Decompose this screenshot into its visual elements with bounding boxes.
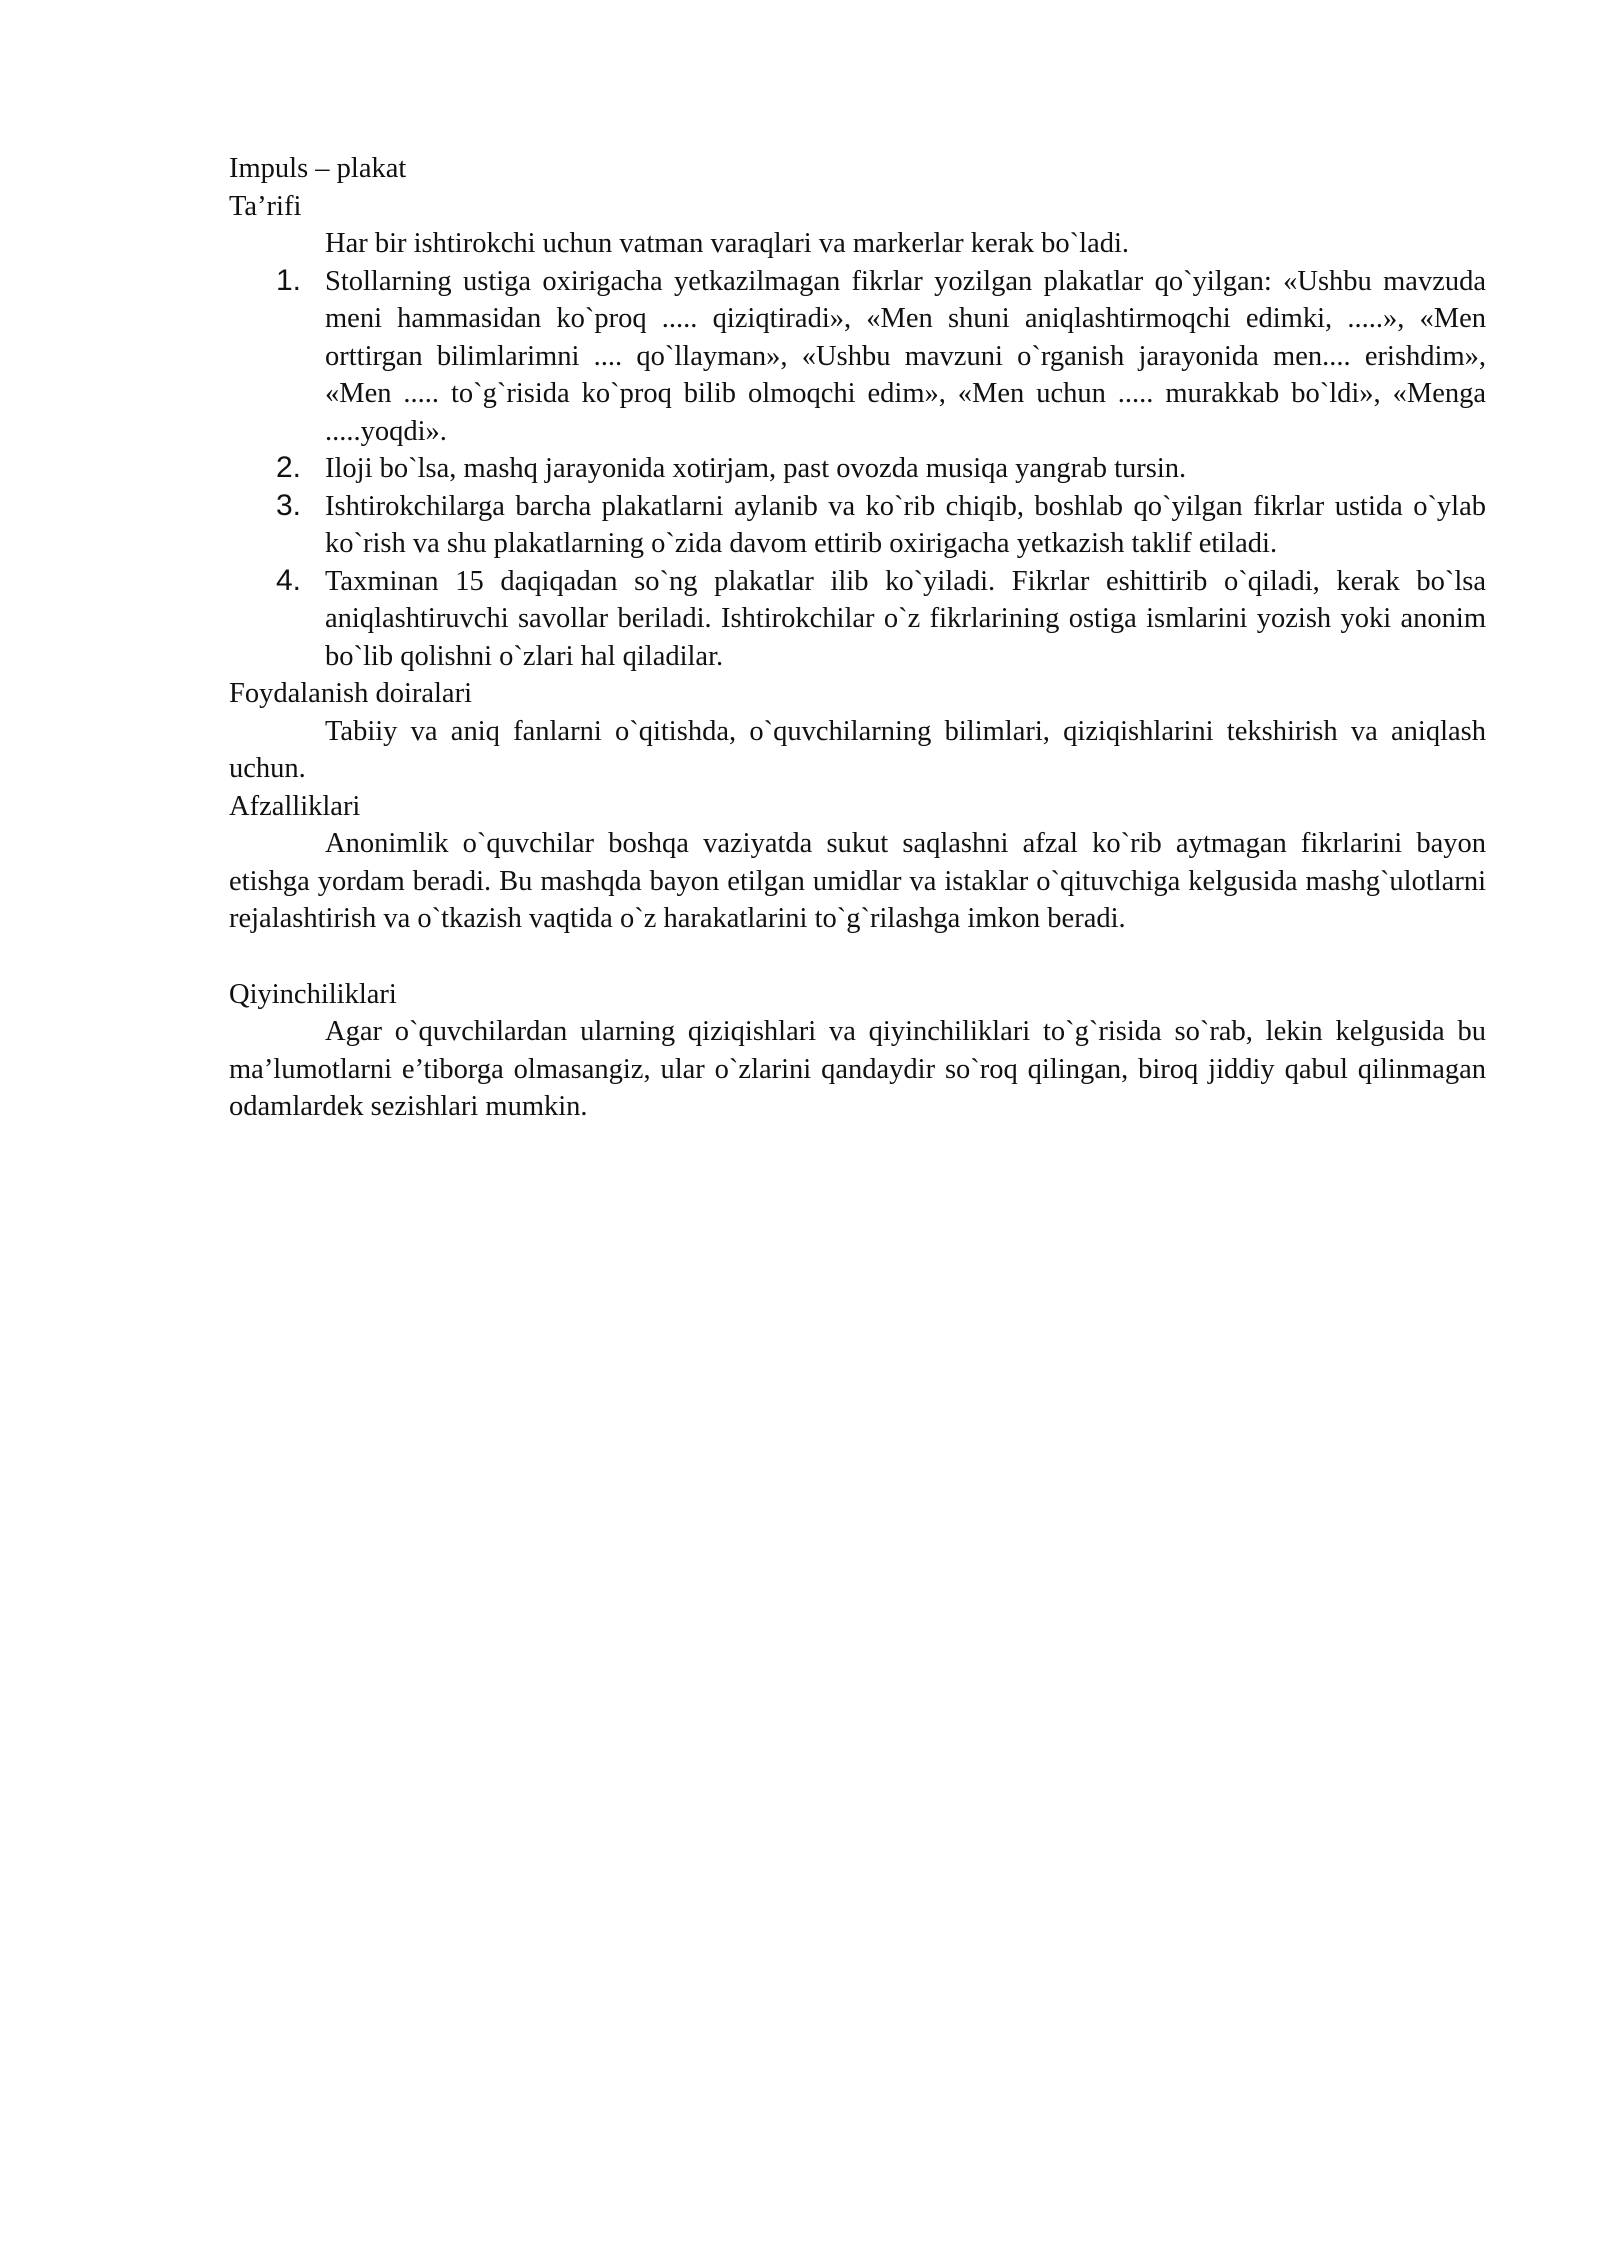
usage-heading: Foydalanish doiralari xyxy=(229,678,472,709)
section-spacer xyxy=(229,938,1486,976)
document-body xyxy=(229,150,1486,1126)
usage-paragraph: Tabiiy va aniq fanlarni o`qitishda, o`quvchilarning bilimlari, qiziqishlarini tekshirish va aniqlash uchun. xyxy=(229,715,1486,784)
list-item-number: 4. xyxy=(276,563,302,597)
list-item xyxy=(229,263,1486,451)
document-title: Impuls – plakat xyxy=(229,153,407,184)
intro-paragraph: Har bir ishtirokchi uchun vatman varaqlari va markerlar kerak bo`ladi. xyxy=(325,228,1130,259)
list-item xyxy=(229,563,1486,676)
list-item-text: Ishtirokchilarga barcha plakatlarni aylanib va ko`rib chiqib, boshlab qo`yilgan fikrlar ustida o`ylab ko`rish va shu plakatlarning o`zida davom ettirib oxirigacha yetkazish taklif etiladi. xyxy=(325,490,1486,559)
list-item-number: 3. xyxy=(276,488,302,522)
list-item-number: 1. xyxy=(276,263,302,297)
difficulties-heading: Qiyinchiliklari xyxy=(229,978,397,1010)
definition-heading: Ta’rifi xyxy=(229,190,302,222)
advantages-paragraph: Anonimlik o`quvchilar boshqa vaziyatda sukut saqlashni afzal ko`rib aytmagan fikrlarini bayon etishga yordam beradi. Bu mashqda bayon etilgan umidlar va istaklar o`qituvchiga kelgusida mashg`ulotlarni rejalashtirish va o`tkazish vaqtida o`z harakatlarini to`g`rilashga imkon beradi. xyxy=(229,828,1486,934)
difficulties-paragraph: Agar o`quvchilardan ularning qiziqishlari va qiyinchiliklari to`g`risida so`rab, lekin kelgusida bu ma’lumotlarni e’tiborga olmasangiz, ular o`zlarini qandaydir so`roq qilingan, biroq jiddiy qabul qilinmagan odamlardek sezishlari mumkin. xyxy=(229,1016,1486,1122)
list-item xyxy=(229,450,1486,488)
advantages-heading: Afzalliklari xyxy=(229,790,361,822)
list-item-text: Iloji bo`lsa, mashq jarayonida xotirjam, past ovozda musiqa yangrab tursin. xyxy=(325,453,1187,484)
steps-list xyxy=(229,263,1486,676)
list-item-text: Taxminan 15 daqiqadan so`ng plakatlar ilib ko`yiladi. Fikrlar eshittirib o`qiladi, kerak bo`lsa aniqlashtiruvchi savollar beriladi. Ishtirokchilar o`z fikrlarining ostiga ismlarini yozish yoki anonim bo`lib qolishni o`zlari hal qiladilar. xyxy=(325,565,1486,672)
list-item-number: 2. xyxy=(276,451,302,484)
list-item-text: Stollarning ustiga oxirigacha yetkazilmagan fikrlar yozilgan plakatlar qo`yilgan: «Ushbu mavzuda meni hammasidan ko`proq ..... qiziqtiradi», «Men shuni aniqlashtirmoqchi edimki, .....», «Men orttirgan bilimlarimni .... qo`llayman», «Ushbu mavzuni o`rganish jarayonida men.... erishdim», «Men ..... to`g`risida ko`proq bilib olmoqchi edim», «Men uchun ..... murakkab bo`ldi», «Menga .....yoqdi». xyxy=(325,265,1486,447)
list-item xyxy=(229,488,1486,563)
